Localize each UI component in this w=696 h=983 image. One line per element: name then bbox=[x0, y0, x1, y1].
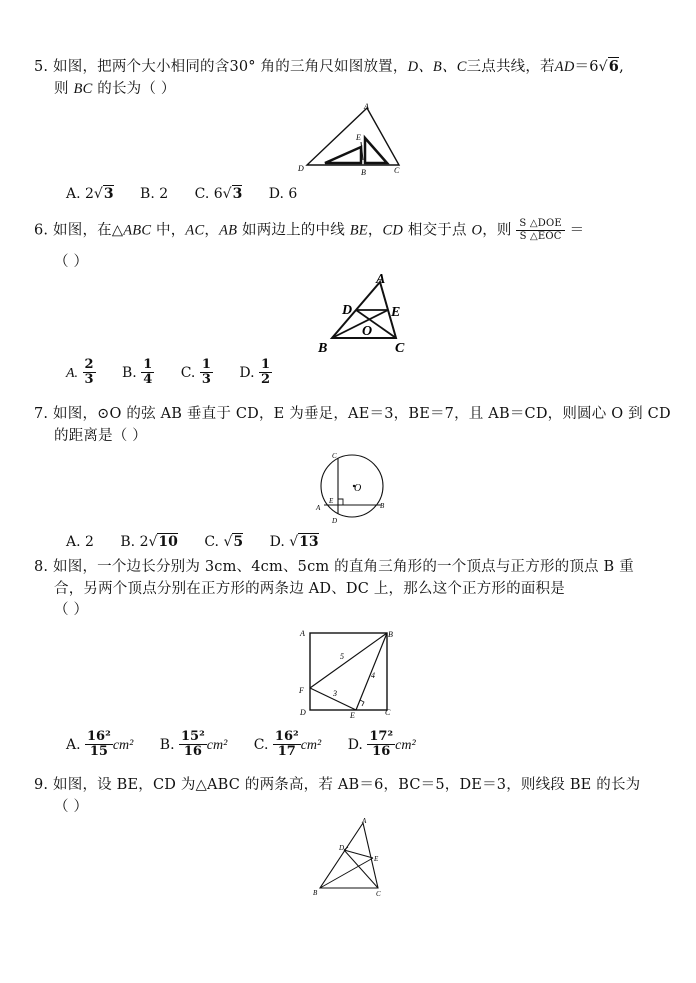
q6-label-C: C bbox=[395, 341, 405, 355]
q8-label-B: B bbox=[388, 630, 393, 639]
q5-option-c[interactable]: C. 6√3 bbox=[194, 186, 243, 202]
q5-points: D、B、C bbox=[407, 59, 467, 75]
q8-label-A: A bbox=[300, 629, 305, 638]
q5-line-1: 5. 如图，把两个大小相同的含30° 角的三角尺如图放置，D、B、C三点共线，若AD＝6√6, bbox=[34, 58, 624, 75]
q6-option-a[interactable]: A. $\frac{2}{3}$ bbox=[66, 357, 94, 387]
q8-figure bbox=[297, 625, 397, 720]
q7-options bbox=[66, 534, 341, 550]
q7-figure bbox=[310, 448, 390, 530]
q7-option-b[interactable]: B. 2√10 bbox=[120, 534, 178, 550]
q9-line-1: 9. 如图，设 BE，CD 为△ABC 的两条高，若 AB＝6，BC＝5，DE＝3，则线段 BE 的长为 bbox=[34, 777, 641, 793]
q5-label-A: A bbox=[364, 102, 369, 111]
q9-figure bbox=[308, 815, 393, 900]
q6-options bbox=[66, 358, 294, 387]
q7-line-2: 的距离是（ ） bbox=[54, 428, 148, 444]
q6-label-O: O bbox=[362, 324, 373, 339]
q7-option-d[interactable]: D. √13 bbox=[269, 534, 319, 550]
q9-line-2: （ ） bbox=[54, 799, 89, 815]
q7-option-c[interactable]: C. √5 bbox=[204, 534, 244, 550]
q8-label-F: F bbox=[299, 686, 304, 695]
q6-line-2: （ ） bbox=[54, 254, 89, 270]
q6-label-A: A bbox=[376, 272, 386, 287]
q6-option-d[interactable]: D. $\frac{1}{2}$ bbox=[239, 357, 271, 387]
q6-line-1: 6. 如图，在△ABC 中，AC，AB 如两边上的中线 BE，CD 相交于点 O，则 $\frac{\text{S △DOE}}{\text{S △EOC}}$ ＝ bbox=[34, 218, 585, 242]
q5-options bbox=[66, 186, 319, 202]
q5-label-B: B bbox=[361, 168, 366, 177]
q8-label-5: 5 bbox=[340, 652, 344, 661]
q8-label-E: E bbox=[350, 711, 355, 720]
q5-option-b[interactable]: B. 2 bbox=[140, 186, 169, 202]
q6-option-b[interactable]: B. $\frac{1}{4}$ bbox=[122, 357, 153, 387]
q5-label-C: C bbox=[394, 166, 400, 175]
q5-label-D: D bbox=[298, 164, 304, 173]
q9-label-C: C bbox=[376, 890, 381, 898]
q6-option-c[interactable]: C. $\frac{1}{3}$ bbox=[180, 357, 211, 387]
q5-option-a[interactable]: A. 2√3 bbox=[66, 186, 114, 202]
q6-figure bbox=[312, 270, 412, 355]
q8-options bbox=[66, 730, 438, 759]
q9-label-E: E bbox=[374, 855, 379, 863]
q8-label-C: C bbox=[385, 708, 391, 717]
q7-label-E: E bbox=[329, 497, 334, 505]
q8-line-3: （ ） bbox=[54, 602, 89, 618]
q5-line-2: 则 BC 的长为（ ） bbox=[54, 81, 176, 97]
q6-label-B: B bbox=[318, 341, 328, 355]
q7-label-B: B bbox=[380, 502, 385, 510]
q7-option-a[interactable]: A. 2 bbox=[66, 534, 94, 550]
q8-label-3: 3 bbox=[333, 689, 337, 698]
q6-label-D: D bbox=[342, 303, 353, 318]
q8-option-a[interactable]: A. $\frac{\text{16²}}{15}$ cm² bbox=[66, 729, 134, 759]
q9-label-B: B bbox=[313, 889, 318, 897]
q8-option-d[interactable]: D. $\frac{\text{17²}}{16}$ cm² bbox=[347, 729, 416, 759]
q8-line-1: 8. 如图，一个边长分别为 3cm、4cm、5cm 的直角三角形的一个顶点与正方形的顶点 B 重 bbox=[34, 559, 634, 575]
q9-label-D: D bbox=[339, 844, 345, 852]
q7-label-D: D bbox=[332, 517, 338, 525]
q7-label-A: A bbox=[316, 504, 321, 512]
q9-label-A: A bbox=[362, 817, 367, 825]
q8-label-4: 4 bbox=[371, 671, 375, 680]
q8-option-b[interactable]: B. $\frac{\text{15²}}{16}$ cm² bbox=[159, 729, 228, 759]
q5-option-d[interactable]: D. 6 bbox=[268, 186, 298, 202]
q5-label-E: E bbox=[356, 133, 361, 142]
q8-label-D: D bbox=[300, 708, 306, 717]
q7-line-1: 7. 如图，⊙O 的弦 AB 垂直于 CD，E 为垂足，AE＝3，BE＝7，且 AB＝CD，则圆心 O 到 CD bbox=[34, 406, 671, 422]
q7-label-C: C bbox=[332, 452, 337, 460]
q6-label-E: E bbox=[391, 305, 401, 320]
q8-option-c[interactable]: C. $\frac{\text{16²}}{17}$ cm² bbox=[253, 729, 322, 759]
q8-line-2: 合，另两个顶点分别在正方形的两条边 AD、DC 上，那么这个正方形的面积是 bbox=[54, 581, 565, 597]
q6-area-ratio: $\frac{\text{S △DOE}}{\text{S △EOC}}$ bbox=[516, 218, 564, 243]
q5-figure bbox=[295, 100, 410, 180]
q7-label-O: O bbox=[354, 483, 362, 494]
